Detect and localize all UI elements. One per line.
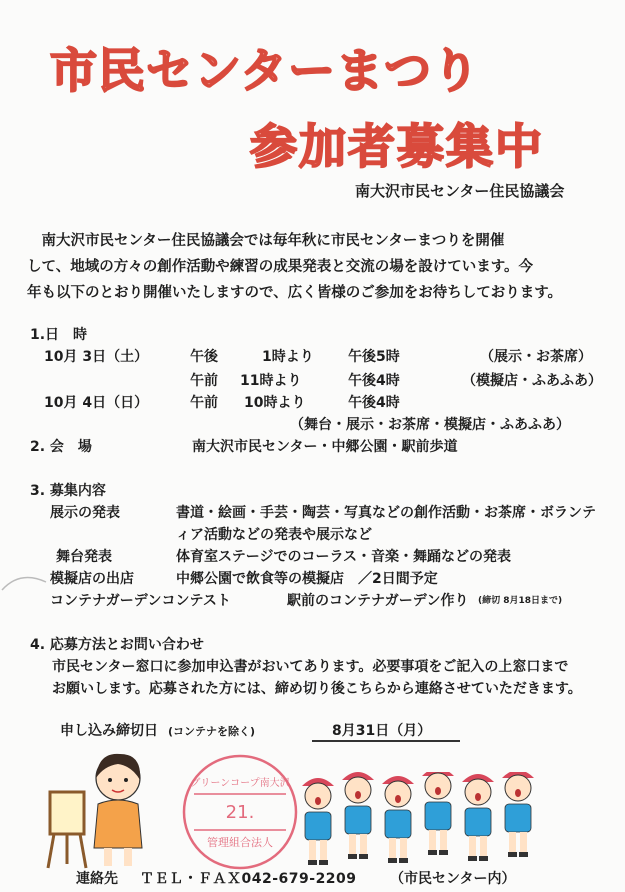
day2-note: （舞台・展示・お茶席・模擬店・ふあふあ） (290, 417, 570, 433)
intro-line: 年も以下のとおり開催いたしますので、広く皆様のご参加をお待ちしております。 (27, 285, 563, 301)
day2-row1-end: 午後4時 (348, 395, 400, 411)
contact-tel: ＴＥＬ・ＦＡＸ042-679-2209 (140, 871, 357, 887)
item-label: 展示の発表 (50, 505, 120, 521)
deadline-label: 申し込み締切日 (60, 723, 158, 739)
section2-heading: 2. 会 場 (30, 439, 92, 455)
item-desc-cont: ィア活動などの発表や展示など (176, 527, 372, 543)
deadline-underline (312, 740, 460, 742)
item-label: 模擬店の出店 (50, 571, 134, 587)
section4-line: お願いします。応募された方には、締め切り後こちらから連絡させていただきます。 (52, 681, 582, 697)
section4-heading: 4. 応募方法とお問い合わせ (30, 637, 204, 653)
section4-line: 市民センター窓口に参加申込書がおいてあります。必要事項をご記入の上窓口まで (52, 659, 569, 675)
contact-label: 連絡先 (76, 871, 118, 887)
day1-row1-start: 1時より (262, 349, 314, 365)
venue: 南大沢市民センター・中郷公園・駅前歩道 (192, 439, 458, 455)
day1-row2-end: 午後4時 (348, 373, 400, 389)
day1-row1-note: （展示・お茶席） (480, 349, 592, 365)
item-label: コンテナガーデンコンテスト (50, 593, 231, 609)
singing-children-illustration (300, 772, 550, 872)
contact-note: （市民センター内） (390, 871, 516, 887)
decorative-arc (0, 560, 50, 600)
title-line-2: 参加者募集中 (250, 120, 544, 175)
item-desc: 中郷公園で飲食等の模擬店 ／2日間予定 (176, 571, 438, 587)
girl-painter-illustration (46, 748, 156, 870)
svg-text:管理組合法人: 管理組合法人 (207, 836, 273, 849)
intro-line: 南大沢市民センター住民協議会では毎年秋に市民センターまつりを開催 (27, 233, 505, 249)
intro-line: して、地域の方々の創作活動や練習の成果発表と交流の場を設けています。今 (27, 259, 534, 275)
item-small-note: (締切 8月18日まで) (478, 596, 563, 606)
day2-date: 10月 4日（日） (44, 395, 149, 411)
intro-paragraph (27, 228, 625, 306)
day1-row2-note: （模擬店・ふあふあ） (462, 373, 602, 389)
day2-row1-start: 10時より (244, 395, 306, 411)
section3-heading: 3. 募集内容 (30, 483, 106, 499)
deadline-small: (コンテナを除く) (168, 725, 256, 738)
seal-stamp (180, 752, 300, 872)
svg-text:21.: 21. (225, 802, 255, 823)
item-label: 舞台発表 (56, 549, 112, 565)
organizer: 南大沢市民センター住民協議会 (355, 182, 565, 200)
item-desc: 体育室ステージでのコーラス・音楽・舞踊などの発表 (176, 549, 512, 565)
day1-row2-ampm: 午前 (190, 373, 218, 389)
day1-date: 10月 3日（土） (44, 349, 149, 365)
day1-row1-ampm: 午後 (190, 349, 218, 365)
day2-row1-ampm: 午前 (190, 395, 218, 411)
svg-text:グリーンコープ南大沢: グリーンコープ南大沢 (190, 778, 290, 789)
title-line-1: 市民センターまつり (50, 44, 481, 99)
item-desc: 駅前のコンテナガーデン作り (287, 593, 469, 609)
deadline-date: 8月31日（月） (332, 723, 432, 739)
day1-row2-start: 11時より (240, 373, 302, 389)
item-desc: 書道・絵画・手芸・陶芸・写真などの創作活動・お茶席・ボランテ (176, 505, 596, 521)
day1-row1-end: 午後5時 (348, 349, 400, 365)
section1-heading: 1.日 時 (30, 327, 88, 343)
